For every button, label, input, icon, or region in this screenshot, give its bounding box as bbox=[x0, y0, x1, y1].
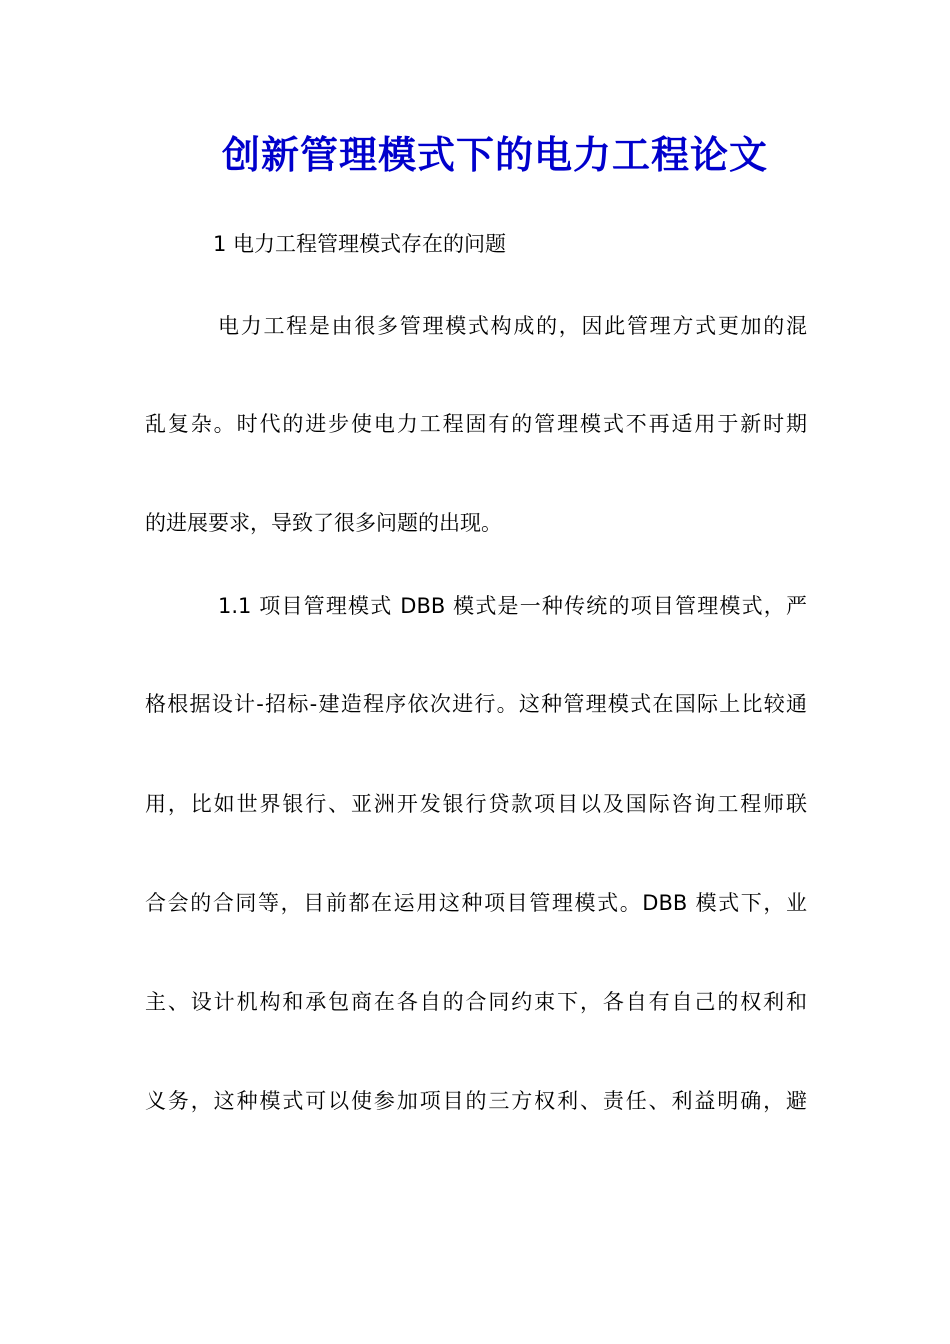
paragraph-line: 的进展要求，导致了很多问题的出现。 bbox=[145, 511, 502, 535]
paragraph-line: 电力工程是由很多管理模式构成的，因此管理方式更加的混 bbox=[218, 314, 807, 338]
paragraph-line: 格根据设计-招标-建造程序依次进行。这种管理模式在国际上比较通 bbox=[145, 692, 807, 716]
paragraph-line: 主、设计机构和承包商在各自的合同约束下，各自有自己的权利和 bbox=[145, 990, 807, 1014]
document-title: 创新管理模式下的电力工程论文 bbox=[221, 132, 768, 177]
section-heading: 1 电力工程管理模式存在的问题 bbox=[213, 232, 507, 256]
paragraph-line: 用，比如世界银行、亚洲开发银行贷款项目以及国际咨询工程师联 bbox=[145, 792, 807, 816]
paragraph-line: 1.1 项目管理模式 DBB 模式是一种传统的项目管理模式，严 bbox=[218, 594, 807, 618]
paragraph-line: 义务，这种模式可以使参加项目的三方权利、责任、利益明确，避 bbox=[145, 1089, 807, 1113]
paragraph-line: 合会的合同等，目前都在运用这种项目管理模式。DBB 模式下，业 bbox=[145, 891, 807, 915]
paragraph-line: 乱复杂。时代的进步使电力工程固有的管理模式不再适用于新时期 bbox=[145, 412, 807, 436]
